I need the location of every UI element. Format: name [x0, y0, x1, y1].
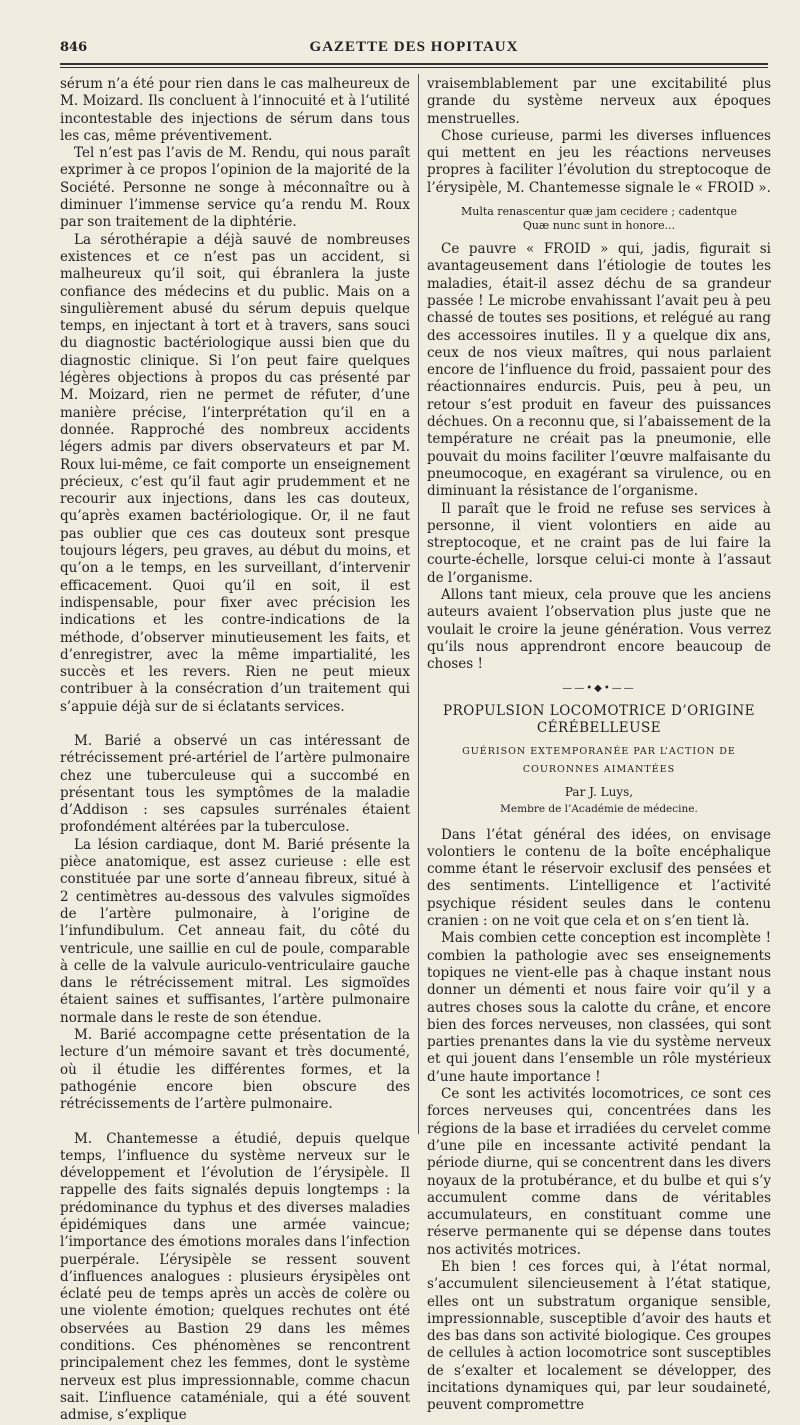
header-rule-thin [60, 67, 768, 68]
page-number: 846 [60, 39, 88, 55]
article-subtitle: GUÉRISON EXTEMPORANÉE PAR L’ACTION DE COURONNES AIMANTÉES [462, 746, 736, 775]
paragraph: Dans l’état général des idées, on envisage volontiers le contenu de la boîte encéphalique comme étant le réservoir exclusif des pensées et des sentiments. L’intelligence et l’activité psychique résident seules dans le contenu cranien : on ne voit que cela et on s’en tient là. [427, 826, 771, 930]
paragraph: La lésion cardiaque, dont M. Barié présente la pièce anatomique, est assez curieuse : elle est constituée par une sorte d’anneau fibreux, situé à 2 centimètres au-dessous des valvules sigmoïdes de l’artère pulmonaire, à l’origine de l’infundibulum. Cet anneau fait, du côté du ventricule, une saillie en cul de poule, comparable à celle de la valvule auriculo-ventriculaire gauche dans le rétrécissement mitral. Les sigmoïdes étaient saines et suffisantes, l’artère pulmonaire normale dans le reste de son étendue. [60, 836, 410, 1026]
author-affiliation: Membre de l’Académie de médecine. [500, 803, 698, 816]
journal-title: GAZETTE DES HOPITAUX [309, 38, 519, 55]
paragraph: vraisemblablement par une excitabilité plus grande du système nerveux aux époques menstruelles. [427, 76, 771, 127]
paragraph: Tel n’est pas l’avis de M. Rendu, qui nous paraît exprimer à ce propos l’opinion de la majorité de la Société. Personne ne songe à méconnaître ou à diminuer l’immense service qu’a rendu M. Roux par son traitement de la diphtérie. [60, 145, 410, 231]
paragraph: Ce sont les activités locomotrices, ce sont ces forces nerveuses qui, concentrées dans les régions de la base et irradiées du cervelet comme d’une pile en incessante activité pendant la période diurne, qui se concentrent dans les divers noyaux de la protubérance, et du bulbe et qui s’y accumulent comme dans de véritables accumulateurs, en constituant comme une réserve permanente qui se dépense dans toutes nos activités motrices. [427, 1086, 771, 1258]
article-author: Par J. Luys, [564, 784, 634, 799]
page-header [60, 36, 768, 58]
paragraph: Il paraît que le froid ne refuse ses services à personne, il vient volontiers en aide au streptocoque, et ne craint pas de lui faire la courte-échelle, lorsque celui-ci monte à l’assaut de l’organisme. [427, 500, 771, 586]
right-column [427, 76, 771, 1415]
paragraph: M. Barié accompagne cette présentation de la lecture d’un mémoire savant et très documenté, où il étudie les différentes formes, et la pathogénie encore bien obscure des rétrécissements de l’artère pulmonaire. [60, 1027, 410, 1113]
paragraph: M. Chantemesse a étudié, depuis quelque temps, l’influence du système nerveux sur le développement et l’évolution de l’érysipèle. Il rappelle des faits signalés depuis longtemps : la prédominance du typhus et des diverses maladies épidémiques dans une armée vaincue; l’importance des émotions morales dans l’infection puerpérale. L’érysipèle se ressent souvent d’influences analogues : plusieurs érysipèles ont éclaté peu de temps après un accès de colère ou une violente émotion; quelques rechutes ont été observées au Bastion 29 dans les mêmes conditions. Ces phénomènes se rencontrent principalement chez les femmes, dont le système nerveux est plus impressionnable, comme chacun sait. L’influence cataméniale, qui a été souvent admise, s’explique [60, 1130, 410, 1424]
paragraph: Allons tant mieux, cela prouve que les anciens auteurs avaient l’observation plus juste que ne voulait le croire la jeune génération. Vous verrez qu’ils nous apprendront encore beaucoup de choses ! [427, 587, 771, 673]
header-rule-thick [60, 63, 768, 65]
paragraph: Mais combien cette conception est incomplète ! combien la pathologie avec ses enseignements topiques ne vient-elle pas à chaque instant nous donner un démenti et nous faire voir qu’il y a autres choses sous la calotte du crâne, et encore bien des forces nerveuses, non classées, qui sont parties prenantes dans la vie du système nerveux et qui jouent dans l’ensemble un rôle mystérieux d’une haute importance ! [427, 930, 771, 1085]
left-column [60, 76, 410, 1425]
paragraph: La sérothérapie a déjà sauvé de nombreuses existences et ce n’est pas un accident, si malheureux qu’il soit, qui ébranlera la juste confiance des médecins et du public. Mais on a singulièrement abusé du sérum depuis quelque temps, en injectant à tort et à travers, sans souci du diagnostic bactériologique aussi bien que du diagnostic clinique. Si l’on peut faire quelques légères objections à propos du cas présenté par M. Moizard, rien ne permet de réfuter, d’une manière précise, l’interprétation qu’il en a donnée. Rapproché des nombreux accidents légers admis par divers observateurs et par M. Roux lui-même, ce fait comporte un enseignement précieux, c’est qu’il faut agir prudemment et ne recourir aux injections, dans les cas douteux, qu’après examen bactériologique. Or, il ne faut pas oublier que ces cas douteux sont presque toujours légers, peu graves, au début du moins, et qu’on a le temps, en les surveillant, d’intervenir efficacement. Quoi qu’il en soit, il est indispensable, pour fixer avec précision les indications et les contre-indications de la méthode, d’observer minutieusement les faits, et d’enregistrer, avec la même impartialité, les succès et les revers. Rien ne peut mieux contribuer à la consécration d’un traitement qui s’appuie déjà sur de si éclatants services. [60, 231, 410, 715]
paragraph: sérum n’a été pour rien dans le cas malheureux de M. Moizard. Ils concluent à l’innocuité et à l’utilité incontestable des injections de sérum dans tous les cas, même préventivement. [60, 76, 410, 144]
paragraph: Eh bien ! ces forces qui, à l’état normal, s’accumulent silencieusement à l’état statique, elles ont un substratum organique sensible, impressionnable, susceptible d’avoir des hauts et des bas dans son activité biologique. Ces groupes de cellules à action locomotrice sont susceptibles de s’exalter et localement se développer, des incitations dynamiques qui, par leur soudaineté, peuvent compromettre [427, 1259, 771, 1414]
paragraph: Chose curieuse, parmi les diverses influences qui mettent en jeu les réactions nerveuses propres à faciliter l’évolution du streptocoque de l’érysipèle, M. Chantemesse signale le « FROID ». [427, 127, 771, 196]
column-divider [418, 74, 419, 1134]
paragraph: Ce pauvre « FROID » qui, jadis, figurait si avantageusement dans l’étiologie de toutes les maladies, était-il assez déchu de sa grandeur passée ! Le microbe envahissant l’avait peu à peu chassé de toutes ses positions, et relégué au rang des accessoires inutiles. Il y a quelque dix ans, ceux de nos vieux maîtres, qui nous parlaient encore de l’influence du froid, passaient pour des réactionnaires endurcis. Puis, peu à peu, un retour s’est produit en faveur des puissances déchues. On a reconnu que, si l’abaissement de la température ne créait pas la pneumonie, elle pouvait du moins faciliter l’œuvre malfaisante du pneumocoque, en exagérant sa virulence, ou en diminuant la résistance de l’organisme. [427, 241, 771, 500]
paragraph: M. Barié a observé un cas intéressant de rétrécissement pré-artériel de l’artère pulmonaire chez une tuberculeuse qui a succombé en présentant tous les symptômes de la maladie d’Addison : ses capsules surrénales étaient profondément altérées par la tuberculose. [60, 732, 410, 836]
section-ornament: ——•◆•—— [562, 682, 636, 694]
article-title: PROPULSION LOCOMOTRICE D’ORIGINE CÉRÉBELLEUSE [442, 702, 756, 737]
quote-line: Multa renascentur quæ jam cecidere ; cadentque [460, 205, 738, 219]
latin-quote [427, 205, 771, 233]
quote-line: Quæ nunc sunt in honore... [522, 219, 676, 233]
